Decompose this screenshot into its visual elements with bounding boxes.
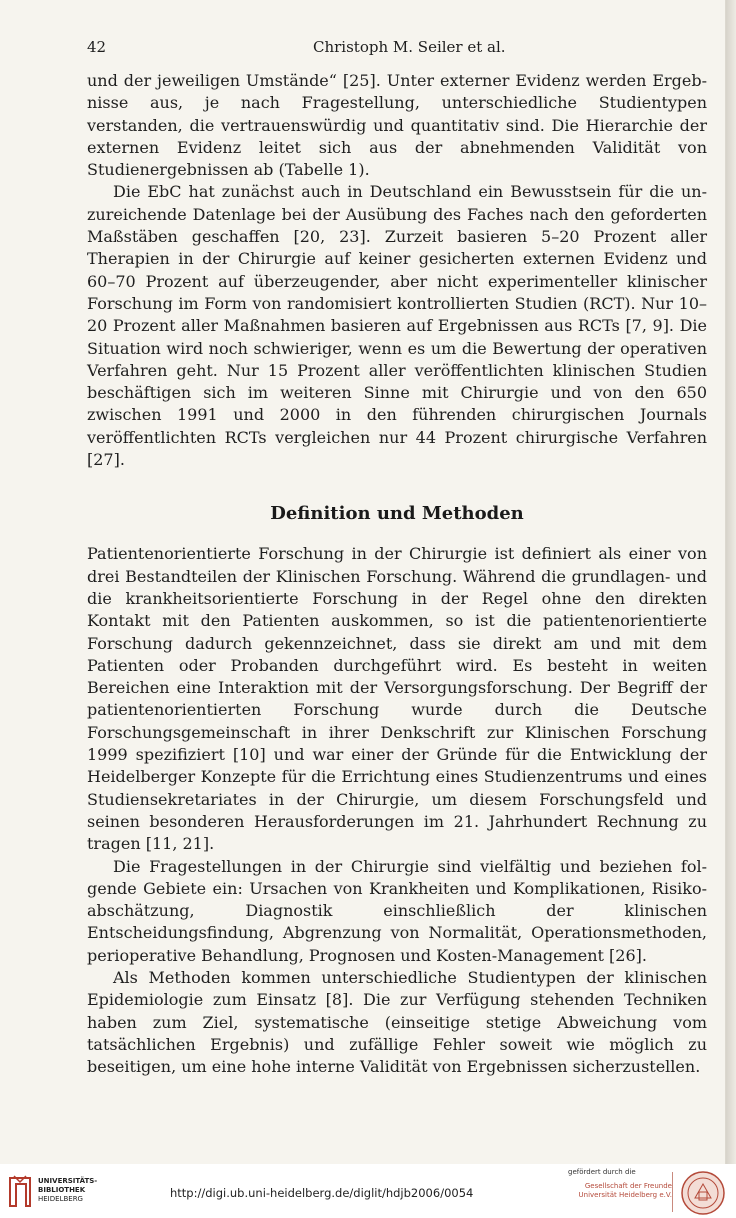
page-edge	[726, 0, 736, 1164]
sponsor-line-1: Gesellschaft der Freunde	[584, 1182, 672, 1190]
library-name-line-1: UNIVERSITÄTS-	[38, 1177, 98, 1185]
library-name	[38, 1177, 97, 1204]
page-number: 42	[87, 38, 107, 56]
body-text	[87, 70, 707, 1078]
paragraph-5: Als Methoden kommen unterschiedliche Studientypen der klinischen Epidemiologie zum Einsatz [8]. Die zur Verfügung stehenden Techniken haben zum Ziel, systematische (einseitige stetige Abweichung vom tatsächlichen Ergebnis) und zufällige Fehler soweit wie möglich zu beseitigen, um eine hohe interne Validität von Ergebnissen sicherzustellen.	[87, 967, 707, 1077]
permalink-url[interactable]: http://digi.ub.uni-heidelberg.de/diglit/hdjb2006/0054	[170, 1186, 474, 1200]
university-seal-icon	[680, 1170, 726, 1216]
section-heading: Definition und Methoden	[270, 503, 524, 525]
library-logo-icon	[6, 1174, 34, 1210]
sponsor-line-2: Universität Heidelberg e.V.	[578, 1191, 672, 1199]
library-name-line-2: BIBLIOTHEK	[38, 1186, 86, 1194]
sponsor-block	[562, 1168, 672, 1200]
paragraph-4: Die Fragestellungen in der Chirurgie sind vielfältig und beziehen folgende Gebiete ein: Ursachen von Krankheiten und Komplikationen, Risikoabschätzung, Diagnostik einschließlich der klinischen Entscheidungsfindung, Abgrenzung von Normalität, Operationsmethoden, perioperative Behandlung, Prognosen und Kosten-Management [26].	[87, 856, 707, 965]
sponsor-org	[562, 1182, 672, 1200]
sponsor-divider	[672, 1172, 673, 1212]
paragraph-2: Die EbC hat zunächst auch in Deutschland ein Bewusstsein für die unzureichende Datenlage bei der Ausübung des Faches nach den geforderten Maßstäben geschaffen [20, 23]. Zurzeit basieren 5–20 Prozent aller Therapien in der Chirurgie auf keiner gesicherten externen Evidenz und 60–70 Prozent auf überzeugender, aber nicht experimenteller klinischer Forschung im Form von randomisiert kontrollierten Studien (RCT). Nur 10–20 Prozent aller Maßnahmen basieren auf Ergebnissen aus RCTs [7, 9]. Die Situation wird noch schwieriger, wenn es um die Bewertung der operativen Verfahren geht. Nur 15 Prozent aller veröffentlichten klinischen Studien beschäftigen sich im weiteren Sinne mit Chirurgie und von den 650 zwischen 1991 und 2000 in den führenden chirurgischen Journals veröffentlichten RCTs vergleichen nur 44 Prozent chirurgische Verfahren [27].	[87, 182, 707, 470]
library-name-line-3: HEIDELBERG	[38, 1195, 83, 1203]
digitization-footer	[0, 1164, 736, 1218]
running-title: Christoph M. Seiler et al.	[313, 38, 506, 56]
paragraph-1: und der jeweiligen Umstände“ [25]. Unter externer Evidenz werden Ergebnisse aus, je nach Fragestellung, unterschiedliche Studientypen verstanden, die vertrauenswürdig und quantitativ sind. Die Hierarchie der externen Evidenz leitet sich aus der abnehmenden Validität von Studienergebnissen ab (Tabelle 1).	[87, 71, 707, 180]
sponsor-lead: gefördert durch die	[568, 1168, 636, 1176]
paragraph-3: Patientenorientierte Forschung in der Chirurgie ist definiert als einer von drei Bestandteilen der Klinischen Forschung. Während die grundlagen- und die krankheitsorientierte Forschung in der Regel ohne den direkten Kontakt mit den Patienten auskommen, so ist die patientenorientierte Forschung dadurch gekennzeichnet, dass sie direkt am und mit dem Patienten oder Probanden durchgeführt wird. Es besteht in weiten Bereichen eine Interaktion mit der Versorgungsforschung. Der Begriff der patientenorientierten Forschung wurde durch die Deutsche Forschungsgemeinschaft in ihrer Denkschrift zur Klinischen Forschung 1999 spezifiziert [10] und war einer der Gründe für die Entwicklung der Heidelberger Konzepte für die Errichtung eines Studienzentrums und eines Studiensekretariates in der Chirurgie, um diesem Forschungsfeld und seinen besonderen Herausforderungen im 21. Jahrhundert Rechnung zu tragen [11, 21].	[87, 544, 707, 854]
